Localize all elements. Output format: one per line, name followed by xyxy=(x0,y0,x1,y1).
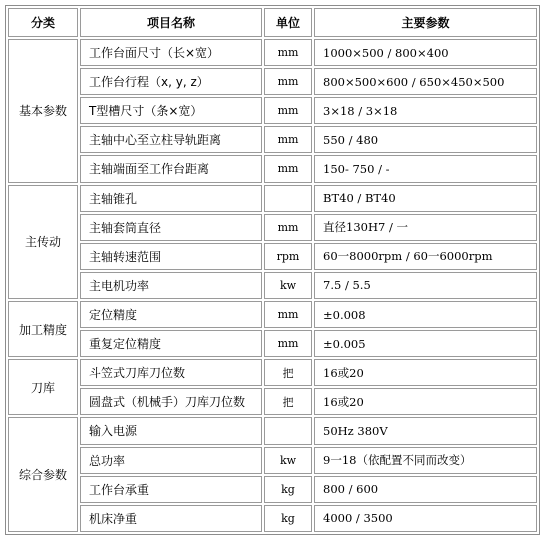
header-row xyxy=(8,8,537,37)
unit-cell: mm xyxy=(264,155,312,182)
unit-cell: mm xyxy=(264,330,312,357)
item-name-cell: 主轴转速范围 xyxy=(80,243,262,270)
item-name-cell: 重复定位精度 xyxy=(80,330,262,357)
value-cell: 550 / 480 xyxy=(314,126,537,153)
header-unit: 单位 xyxy=(264,8,312,37)
value-cell: 150- 750 / - xyxy=(314,155,537,182)
value-cell: 7.5 / 5.5 xyxy=(314,272,537,299)
unit-cell xyxy=(264,417,312,444)
table-row xyxy=(8,505,537,532)
category-cell: 主传动 xyxy=(8,185,78,299)
table-row xyxy=(8,388,537,415)
table-row xyxy=(8,185,537,212)
unit-cell: mm xyxy=(264,39,312,66)
table-row xyxy=(8,243,537,270)
table-row xyxy=(8,447,537,474)
unit-cell xyxy=(264,185,312,212)
value-cell: 16或20 xyxy=(314,359,537,386)
unit-cell: mm xyxy=(264,126,312,153)
category-cell: 综合参数 xyxy=(8,417,78,532)
item-name-cell: 主轴中心至立柱导轨距离 xyxy=(80,126,262,153)
item-name-cell: 工作台承重 xyxy=(80,476,262,503)
category-cell: 刀库 xyxy=(8,359,78,415)
item-name-cell: 斗笠式刀库刀位数 xyxy=(80,359,262,386)
table-row xyxy=(8,155,537,182)
item-name-cell: 工作台面尺寸（长×宽） xyxy=(80,39,262,66)
item-name-cell: 输入电源 xyxy=(80,417,262,444)
item-name-cell: 定位精度 xyxy=(80,301,262,328)
unit-cell: mm xyxy=(264,301,312,328)
value-cell: 50Hz 380V xyxy=(314,417,537,444)
value-cell: 4000 / 3500 xyxy=(314,505,537,532)
value-cell: BT40 / BT40 xyxy=(314,185,537,212)
value-cell: 800×500×600 / 650×450×500 xyxy=(314,68,537,95)
item-name-cell: 主轴套筒直径 xyxy=(80,214,262,241)
unit-cell: mm xyxy=(264,97,312,124)
unit-cell: kw xyxy=(264,447,312,474)
item-name-cell: 主轴锥孔 xyxy=(80,185,262,212)
table-row xyxy=(8,39,537,66)
unit-cell: kg xyxy=(264,476,312,503)
item-name-cell: 主电机功率 xyxy=(80,272,262,299)
value-cell: 60一8000rpm / 60一6000rpm xyxy=(314,243,537,270)
value-cell: ±0.005 xyxy=(314,330,537,357)
item-name-cell: 工作台行程（x, y, z） xyxy=(80,68,262,95)
unit-cell: rpm xyxy=(264,243,312,270)
unit-cell: kg xyxy=(264,505,312,532)
table-row xyxy=(8,214,537,241)
item-name-cell: 圆盘式（机械手）刀库刀位数 xyxy=(80,388,262,415)
item-name-cell: 机床净重 xyxy=(80,505,262,532)
value-cell: 直径130H7 / 一 xyxy=(314,214,537,241)
table-row xyxy=(8,476,537,503)
table-row xyxy=(8,417,537,444)
category-cell: 基本参数 xyxy=(8,39,78,183)
header-item-name: 项目名称 xyxy=(80,8,262,37)
header-main-params: 主要参数 xyxy=(314,8,537,37)
table-row xyxy=(8,359,537,386)
value-cell: ±0.008 xyxy=(314,301,537,328)
value-cell: 16或20 xyxy=(314,388,537,415)
value-cell: 800 / 600 xyxy=(314,476,537,503)
value-cell: 9一18（依配置不同而改变） xyxy=(314,447,537,474)
table-row xyxy=(8,272,537,299)
value-cell: 3×18 / 3×18 xyxy=(314,97,537,124)
table-row xyxy=(8,97,537,124)
table-row xyxy=(8,330,537,357)
unit-cell: mm xyxy=(264,68,312,95)
unit-cell: kw xyxy=(264,272,312,299)
item-name-cell: T型槽尺寸（条×宽） xyxy=(80,97,262,124)
header-category: 分类 xyxy=(8,8,78,37)
value-cell: 1000×500 / 800×400 xyxy=(314,39,537,66)
table-row xyxy=(8,301,537,328)
category-cell: 加工精度 xyxy=(8,301,78,357)
item-name-cell: 主轴端面至工作台距离 xyxy=(80,155,262,182)
unit-cell: 把 xyxy=(264,388,312,415)
table-row xyxy=(8,68,537,95)
machine-spec-table xyxy=(5,5,540,535)
table-row xyxy=(8,126,537,153)
unit-cell: 把 xyxy=(264,359,312,386)
item-name-cell: 总功率 xyxy=(80,447,262,474)
unit-cell: mm xyxy=(264,214,312,241)
